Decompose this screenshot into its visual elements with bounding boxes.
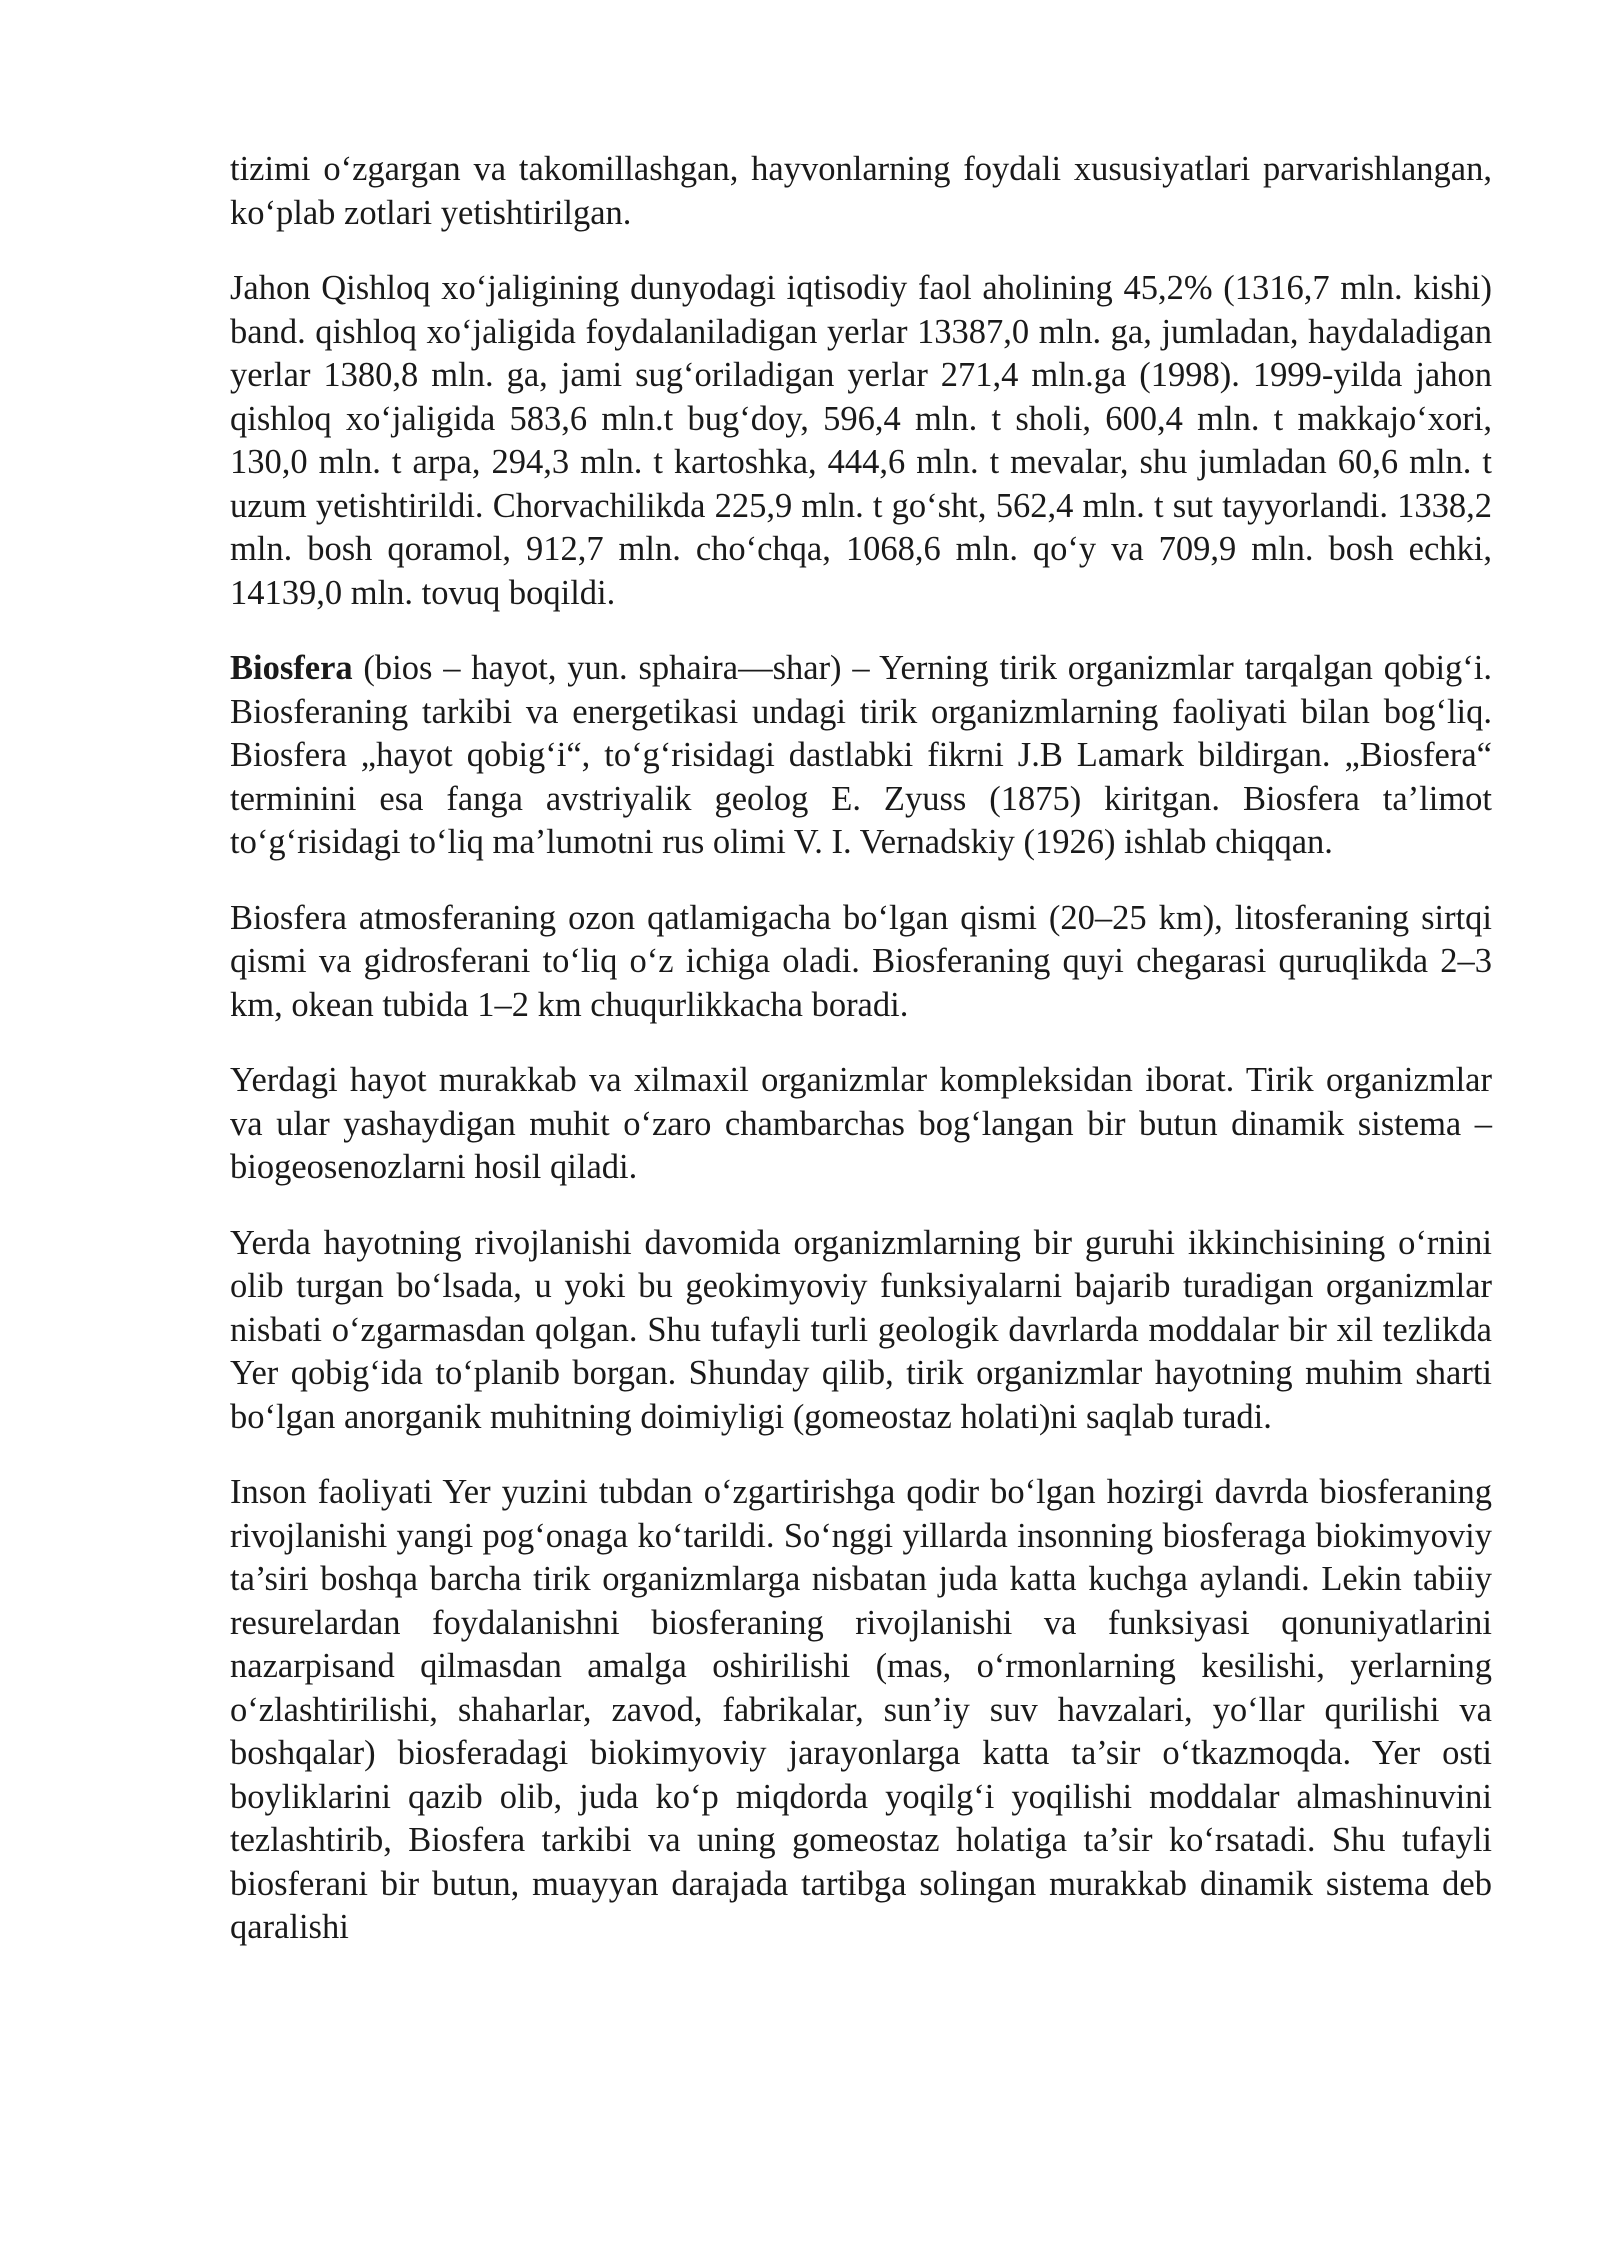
paragraph-4 bbox=[230, 897, 1492, 1028]
paragraph-text: tizimi o‘zgargan va takomillashgan, hayvonlarning foydali xususiyatlari parvarishlangan, ko‘plab zotlari yetishtirilgan. bbox=[230, 150, 1492, 232]
paragraph-3 bbox=[230, 647, 1492, 865]
paragraph-text: Inson faoliyati Yer yuzini tubdan o‘zgartirishga qodir bo‘lgan hozirgi davrda biosferaning rivojlanishi yangi pog‘onaga ko‘tarildi. So‘nggi yillarda insonning biosferaga biokimyoviy ta’siri boshqa barcha tirik organizmlarga nisbatan juda katta kuchga aylandi. Lekin tabiiy resurelardan foydalanishni biosferaning rivojlanishi va funksiyasi qonuniyatlarini nazarpisand qilmasdan amalga oshirilishi (mas, o‘rmonlarning kesilishi, yerlarning o‘zlashtirilishi, shaharlar, zavod, fabrikalar, sun’iy suv havzalari, yo‘llar qurilishi va boshqalar) biosferadagi biokimyoviy jarayonlarga katta ta’sir o‘tkazmoqda. Yer osti boyliklarini qazib olib, juda ko‘p miqdorda yoqilg‘i yoqilishi moddalar almashinuvini tezlashtirib, Biosfera tarkibi va uning gomeostaz holatiga ta’sir ko‘rsatadi. Shu tufayli biosferani bir butun, muayyan darajada tartibga solingan murakkab dinamik sistema deb qaralishi bbox=[230, 1473, 1492, 1946]
paragraph-7 bbox=[230, 1471, 1492, 1950]
paragraph-5 bbox=[230, 1059, 1492, 1190]
paragraph-text: (bios – hayot, yun. sphaira—shar) – Yerning tirik organizmlar tarqalgan qobig‘i. Biosferaning tarkibi va energetikasi undagi tirik organizmlarning faoliyati bilan bog‘liq. Biosfera „hayot qobig‘i“, to‘g‘risidagi dastlabki fikrni J.B Lamark bildirgan. „Biosfera“ terminini esa fanga avstriyalik geolog E. Zyuss (1875) kiritgan. Biosfera ta’limot to‘g‘risidagi to‘liq ma’lumotni rus olimi V. I. Vernadskiy (1926) ishlab chiqqan. bbox=[230, 649, 1492, 861]
paragraph-2 bbox=[230, 267, 1492, 615]
paragraph-6 bbox=[230, 1222, 1492, 1440]
document-page bbox=[230, 148, 1492, 1982]
paragraph-1 bbox=[230, 148, 1492, 235]
paragraph-text: Biosfera atmosferaning ozon qatlamigacha bo‘lgan qismi (20–25 km), litosferaning sirtqi qismi va gidrosferani to‘liq o‘z ichiga oladi. Biosferaning quyi chegarasi quruqlikda 2–3 km, okean tubida 1–2 km chuqurlikkacha boradi. bbox=[230, 898, 1492, 1024]
paragraph-text: Yerdagi hayot murakkab va xilmaxil organizmlar kompleksidan iborat. Tirik organizmlar va ular yashaydigan muhit o‘zaro chambarchas bog‘langan bir butun dinamik sistema – biogeosenozlarni hosil qiladi. bbox=[230, 1061, 1492, 1186]
paragraph-text: Jahon Qishloq xo‘jaligining dunyodagi iqtisodiy faol aholining 45,2% (1316,7 mln. kishi) band. qishloq xo‘jaligida foydalaniladigan yerlar 13387,0 mln. ga, jumladan, haydaladigan yerlar 1380,8 mln. ga, jami sug‘oriladigan yerlar 271,4 mln.ga (1998). 1999-yilda jahon qishloq xo‘jaligida 583,6 mln.t bug‘doy, 596,4 mln. t sholi, 600,4 mln. t makkajo‘xori, 130,0 mln. t arpa, 294,3 mln. t kartoshka, 444,6 mln. t mevalar, shu jumladan 60,6 mln. t uzum yetishtirildi. Chorvachilikda 225,9 mln. t go‘sht, 562,4 mln. t sut tayyorlandi. 1338,2 mln. bosh qoramol, 912,7 mln. cho‘chqa, 1068,6 mln. qo‘y va 709,9 mln. bosh echki, 14139,0 mln. tovuq boqildi. bbox=[230, 269, 1492, 612]
paragraph-text: Yerda hayotning rivojlanishi davomida organizmlarning bir guruhi ikkinchisining o‘rnini olib turgan bo‘lsada, u yoki bu geokimyoviy funksiyalarni bajarib turadigan organizmlar nisbati o‘zgarmasdan qolgan. Shu tufayli turli geologik davrlarda moddalar bir xil tezlikda Yer qobig‘ida to‘planib borgan. Shunday qilib, tirik organizmlar hayotning muhim sharti bo‘lgan anorganik muhitning doimiyligi (gomeostaz holati)ni saqlab turadi. bbox=[230, 1223, 1492, 1436]
defined-term: Biosfera bbox=[230, 649, 353, 687]
